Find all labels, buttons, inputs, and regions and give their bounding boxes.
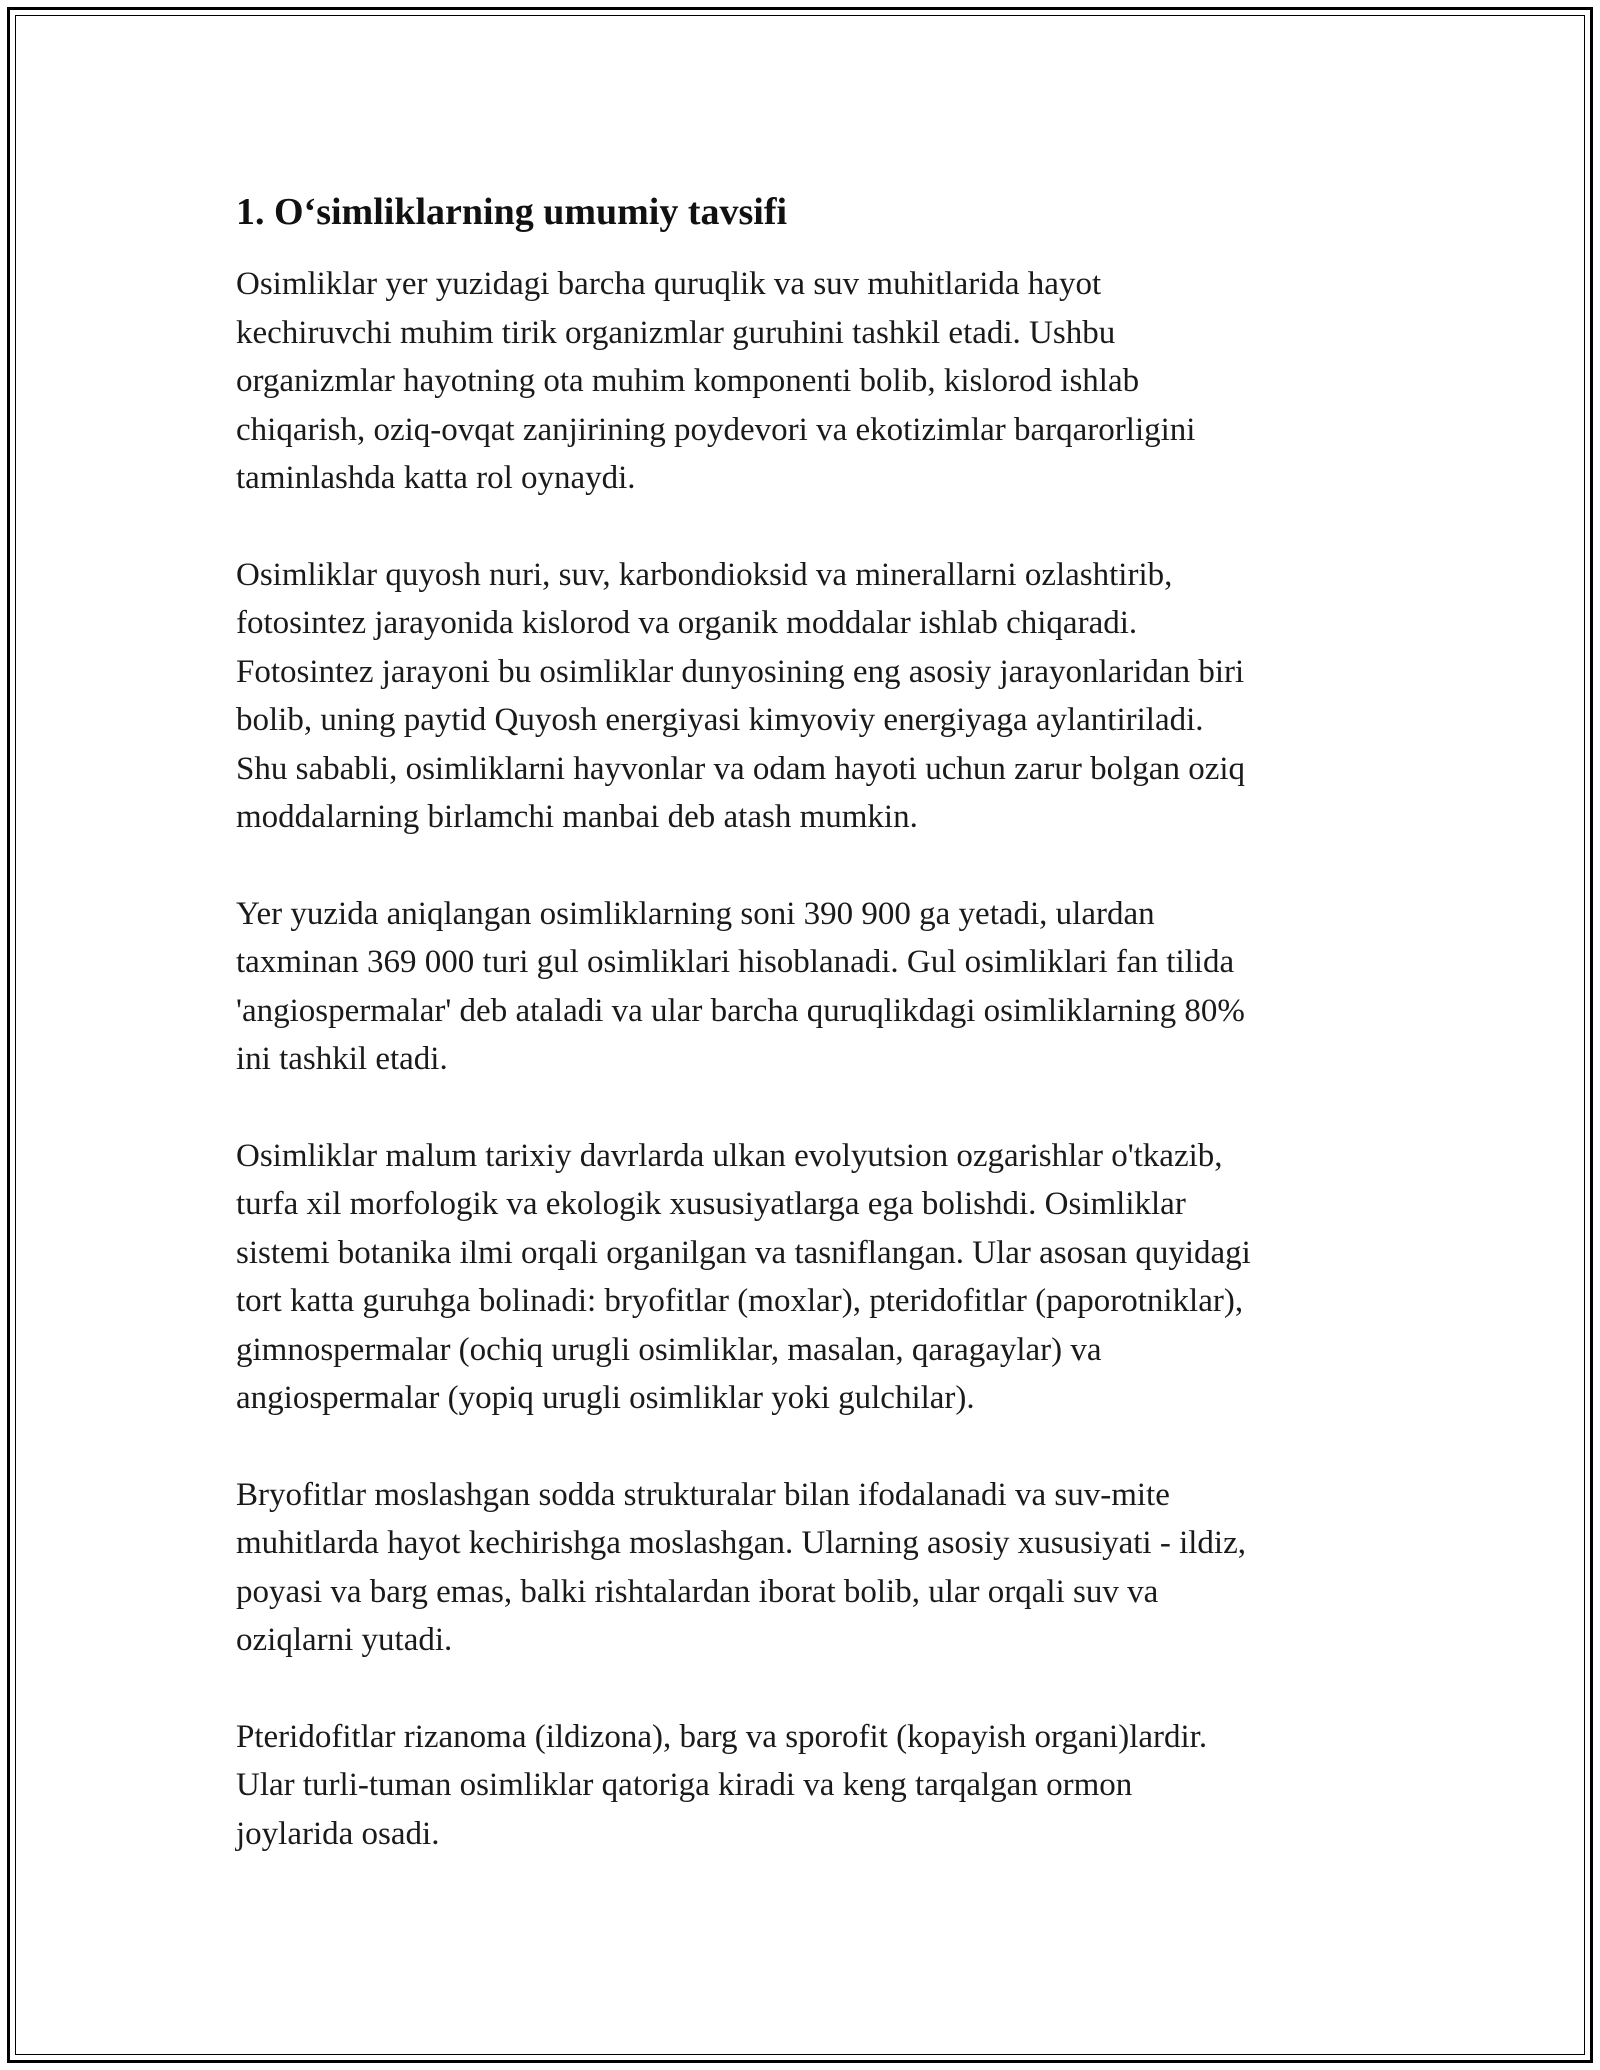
text-line: turfa xil morfologik va ekologik xususiyatlarga ega bolishdi. Osimliklar (236, 1186, 1186, 1222)
text-line: Shu sababli, osimliklarni hayvonlar va odam hayoti uchun zarur bolgan oziq (236, 750, 1246, 787)
text-line: poyasi va barg emas, balki rishtalardan iborat bolib, ular orqali suv va (236, 1573, 1159, 1610)
text-line: kechiruvchi muhim tirik organizmlar guruhini tashkil etadi. Ushbu (236, 314, 1116, 351)
text-line: Osimliklar quyosh nuri, suv, karbondioksid va minerallarni ozlashtirib, (236, 556, 1173, 593)
text-line: taminlashda katta rol oynaydi. (236, 460, 636, 496)
text-line: Ular turli-tuman osimliklar qatoriga kiradi va keng tarqalgan ormon (236, 1767, 1133, 1803)
text-line: joylarida osadi. (236, 1815, 440, 1852)
text-line: bolib, uning paytid Quyosh energiyasi kimyoviy energiyaga aylantiriladi. (236, 702, 1204, 738)
text-line: tort katta guruhga bolinadi: bryofitlar (moxlar), pteridofitlar (paporotniklar), (236, 1283, 1244, 1319)
paragraph-1 (236, 260, 1366, 503)
text-line: Osimliklar malum tarixiy davrlarda ulkan evolyutsion ozgarishlar o'tkazib, (236, 1137, 1223, 1174)
paragraph-2 (236, 551, 1366, 842)
text-line: sistemi botanika ilmi orqali organilgan va tasniflangan. Ular asosan quyidagi (236, 1234, 1251, 1271)
text-line: oziqlarni yutadi. (236, 1622, 453, 1658)
paragraph-3 (236, 890, 1366, 1084)
text-line: Fotosintez jarayoni bu osimliklar dunyosining eng asosiy jarayonlaridan biri (236, 653, 1245, 690)
document-body (236, 186, 1366, 1906)
text-line: Osimliklar yer yuzidagi barcha quruqlik va suv muhitlarida hayot (236, 266, 1102, 302)
text-line: Bryofitlar moslashgan sodda strukturalar bilan ifodalanadi va suv-mite (236, 1476, 1170, 1513)
text-line: organizmlar hayotning ota muhim komponenti bolib, kislorod ishlab (236, 363, 1140, 399)
paragraph-4 (236, 1132, 1366, 1423)
text-line: gimnospermalar (ochiq urugli osimliklar, masalan, qaragaylar) va (236, 1331, 1102, 1368)
text-line: angiospermalar (yopiq urugli osimliklar yoki gulchilar). (236, 1380, 975, 1416)
text-line: chiqarish, oziq-ovqat zanjirining poydevori va ekotizimlar barqarorligini (236, 411, 1196, 448)
text-line: moddalarning birlamchi manbai deb atash mumkin. (236, 799, 918, 835)
text-line: Yer yuzida aniqlangan osimliklarning soni 390 900 ga yetadi, ulardan (236, 895, 1155, 932)
text-line: taxminan 369 000 turi gul osimliklari hisoblanadi. Gul osimliklari fan tilida (236, 944, 1235, 980)
paragraph-6 (236, 1713, 1366, 1859)
text-line: 'angiospermalar' deb ataladi va ular barcha quruqlikdagi osimliklarning 80% (236, 992, 1245, 1029)
text-line: fotosintez jarayonida kislorod va organik moddalar ishlab chiqaradi. (236, 605, 1138, 641)
section-heading: 1. O‘simliklarning umumiy tavsifi (236, 191, 788, 233)
text-line: muhitlarda hayot kechirishga moslashgan. Ularning asosiy xususiyati - ildiz, (236, 1525, 1246, 1561)
text-line: Pteridofitlar rizanoma (ildizona), barg va sporofit (kopayish organi)lardir. (236, 1718, 1208, 1755)
paragraph-5 (236, 1471, 1366, 1665)
text-line: ini tashkil etadi. (236, 1041, 448, 1077)
